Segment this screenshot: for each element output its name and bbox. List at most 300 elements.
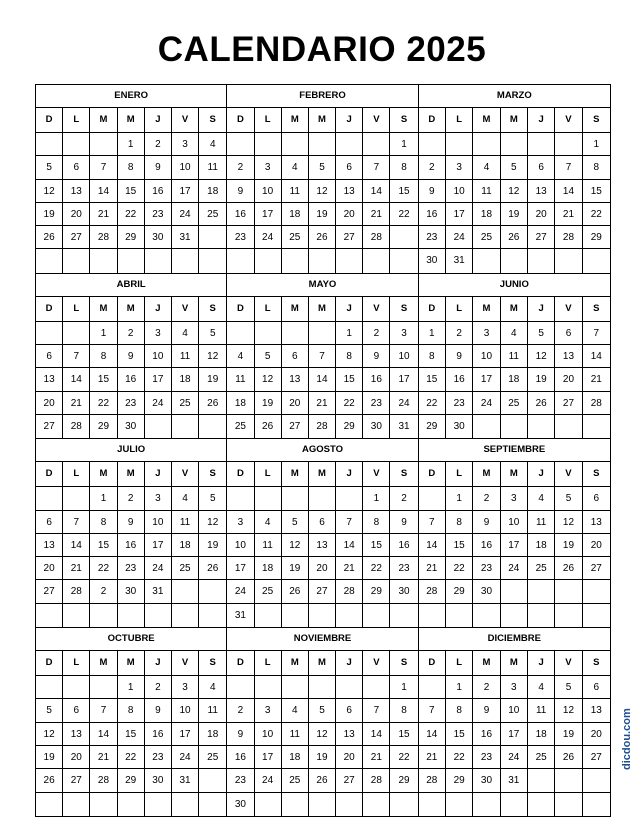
day-cell	[199, 580, 226, 603]
weekday-label: J	[336, 462, 363, 486]
day-cell: 22	[118, 746, 145, 769]
day-cell: 19	[36, 746, 63, 769]
weekday-label: V	[172, 462, 199, 486]
day-cell	[555, 604, 582, 627]
day-cell: 19	[199, 534, 226, 557]
day-cell: 12	[36, 180, 63, 203]
day-cell: 28	[363, 226, 390, 249]
day-cell: 16	[118, 368, 145, 391]
day-cell: 29	[446, 580, 473, 603]
day-cell	[90, 676, 117, 699]
day-cell: 21	[363, 203, 390, 226]
day-cell: 9	[227, 723, 254, 746]
day-cell: 28	[90, 769, 117, 792]
day-cell: 25	[473, 226, 500, 249]
day-cell	[199, 793, 226, 816]
month-abril	[36, 274, 227, 439]
day-cell: 2	[419, 156, 446, 179]
day-cell: 18	[473, 203, 500, 226]
day-cell: 15	[90, 534, 117, 557]
day-cell	[63, 133, 90, 156]
day-cell	[501, 580, 528, 603]
weekday-label: M	[282, 108, 309, 132]
day-cell: 16	[390, 534, 417, 557]
page-title: CALENDARIO 2025	[157, 30, 487, 69]
day-cell	[555, 769, 582, 792]
day-cell: 28	[63, 580, 90, 603]
day-cell: 5	[199, 487, 226, 510]
day-cell: 22	[446, 557, 473, 580]
weekday-label: M	[309, 651, 336, 675]
day-cell: 7	[336, 511, 363, 534]
day-cell: 17	[227, 557, 254, 580]
weekday-label: L	[63, 108, 90, 132]
day-cell: 6	[36, 345, 63, 368]
day-cell: 16	[118, 534, 145, 557]
day-cell: 22	[390, 746, 417, 769]
day-cell: 30	[473, 769, 500, 792]
day-cell: 24	[501, 746, 528, 769]
day-cell: 9	[145, 699, 172, 722]
day-cell: 19	[199, 368, 226, 391]
day-cell	[419, 487, 446, 510]
day-cell	[227, 322, 254, 345]
day-cell: 23	[473, 557, 500, 580]
day-cell: 14	[363, 723, 390, 746]
day-cell	[336, 133, 363, 156]
day-cell: 22	[118, 203, 145, 226]
day-cell: 13	[336, 180, 363, 203]
day-cell	[227, 487, 254, 510]
day-cell	[227, 133, 254, 156]
weekday-header	[36, 297, 226, 322]
day-cell	[363, 604, 390, 627]
day-cell	[473, 249, 500, 272]
day-cell: 24	[145, 557, 172, 580]
day-cell: 28	[419, 769, 446, 792]
day-cell: 16	[419, 203, 446, 226]
day-cell: 11	[172, 345, 199, 368]
day-cell: 22	[336, 392, 363, 415]
day-cell: 12	[199, 345, 226, 368]
day-cell: 8	[583, 156, 610, 179]
day-cell: 7	[90, 156, 117, 179]
day-cell: 29	[118, 226, 145, 249]
day-cell: 27	[309, 580, 336, 603]
day-cell	[583, 415, 610, 438]
weekday-header	[419, 108, 610, 133]
weekday-label: S	[209, 468, 216, 480]
weekday-label: L	[446, 108, 473, 132]
day-cell: 1	[118, 676, 145, 699]
day-cell: 27	[555, 392, 582, 415]
day-cell	[118, 249, 145, 272]
day-cell: 12	[309, 180, 336, 203]
weekday-label: M	[118, 108, 145, 132]
day-cell: 3	[501, 676, 528, 699]
day-cell: 1	[363, 487, 390, 510]
month-name: ENERO	[36, 85, 226, 108]
day-cell: 8	[90, 345, 117, 368]
day-cell: 12	[501, 180, 528, 203]
day-cell: 6	[36, 511, 63, 534]
day-cell: 26	[199, 392, 226, 415]
day-cell: 17	[145, 534, 172, 557]
day-cell: 3	[145, 487, 172, 510]
day-cell: 21	[336, 557, 363, 580]
day-cell: 9	[118, 345, 145, 368]
day-cell: 29	[583, 226, 610, 249]
weekday-header	[227, 462, 417, 487]
month-diciembre	[419, 628, 610, 816]
day-cell	[473, 415, 500, 438]
day-cell: 6	[336, 156, 363, 179]
day-cell: 11	[473, 180, 500, 203]
day-cell: 16	[363, 368, 390, 391]
day-cell: 17	[390, 368, 417, 391]
day-cell	[336, 676, 363, 699]
day-cell: 31	[172, 769, 199, 792]
weekday-header	[36, 108, 226, 133]
weekday-label: M	[90, 651, 117, 675]
weekday-header	[227, 651, 417, 676]
day-cell	[501, 249, 528, 272]
day-cell: 1	[583, 133, 610, 156]
day-cell: 12	[309, 723, 336, 746]
day-cell: 13	[583, 699, 610, 722]
day-cell	[145, 249, 172, 272]
day-cell: 22	[363, 557, 390, 580]
day-cell	[555, 580, 582, 603]
day-cell: 7	[583, 322, 610, 345]
day-cell: 14	[63, 534, 90, 557]
day-cell: 23	[145, 746, 172, 769]
day-cell: 25	[255, 580, 282, 603]
day-cell	[390, 226, 417, 249]
month-octubre	[36, 628, 227, 816]
weekday-label: L	[255, 108, 282, 132]
day-cell: 18	[528, 534, 555, 557]
day-cell: 4	[282, 699, 309, 722]
day-cell: 26	[309, 226, 336, 249]
day-cell	[199, 415, 226, 438]
day-cell: 31	[145, 580, 172, 603]
day-cell: 31	[398, 420, 410, 432]
month-agosto	[227, 439, 418, 628]
weekday-label: S	[400, 657, 408, 669]
month-name: JUNIO	[419, 274, 610, 297]
day-cell: 2	[145, 676, 172, 699]
day-cell	[36, 322, 63, 345]
day-cell	[145, 604, 172, 627]
day-cell: 3	[255, 699, 282, 722]
day-cell: 27	[336, 769, 363, 792]
weekday-label: D	[36, 297, 63, 321]
day-cell: 21	[309, 392, 336, 415]
day-cell	[473, 793, 500, 816]
day-cell: 11	[199, 156, 226, 179]
day-cell	[172, 249, 199, 272]
day-cell: 9	[419, 180, 446, 203]
day-cell	[309, 322, 336, 345]
day-cell: 7	[363, 699, 390, 722]
day-cell: 27	[583, 557, 610, 580]
weekday-label: M	[90, 297, 117, 321]
day-cell: 27	[336, 226, 363, 249]
day-cell: 10	[446, 180, 473, 203]
day-cell	[473, 133, 500, 156]
month-name: JULIO	[36, 439, 226, 462]
month-name: SEPTIEMBRE	[419, 439, 610, 462]
day-cell: 24	[172, 203, 199, 226]
day-cell: 20	[36, 557, 63, 580]
day-cell: 16	[227, 746, 254, 769]
day-cell	[583, 769, 610, 792]
day-cell	[172, 793, 199, 816]
weekday-label: D	[227, 297, 254, 321]
day-cell: 29	[336, 415, 363, 438]
day-cell: 28	[363, 769, 390, 792]
day-cell	[473, 604, 500, 627]
weekday-label: D	[419, 651, 446, 675]
weekday-label: S	[209, 657, 216, 669]
day-cell: 10	[501, 699, 528, 722]
day-cell: 26	[255, 415, 282, 438]
day-cell: 27	[583, 746, 610, 769]
day-cell: 27	[528, 226, 555, 249]
day-cell: 10	[501, 511, 528, 534]
day-cell	[282, 793, 309, 816]
weekday-label: D	[419, 297, 446, 321]
day-cell	[282, 322, 309, 345]
day-cell: 24	[501, 557, 528, 580]
day-cell: 26	[36, 769, 63, 792]
day-cells	[227, 487, 417, 627]
day-cell: 20	[282, 392, 309, 415]
day-cell: 12	[555, 511, 582, 534]
day-cell: 23	[473, 746, 500, 769]
day-cell	[446, 604, 473, 627]
day-cell: 14	[90, 180, 117, 203]
day-cell	[63, 793, 90, 816]
day-cell: 24	[227, 580, 254, 603]
day-cell	[282, 249, 309, 272]
day-cell: 18	[501, 368, 528, 391]
day-cell: 9	[363, 345, 390, 368]
day-cell: 6	[336, 699, 363, 722]
day-cell	[199, 604, 226, 627]
day-cell: 11	[172, 511, 199, 534]
day-cell: 27	[36, 580, 63, 603]
weekday-label: M	[309, 462, 336, 486]
day-cell: 4	[199, 676, 226, 699]
day-cell: 1	[390, 676, 417, 699]
day-cell: 31	[172, 226, 199, 249]
day-cell: 11	[255, 534, 282, 557]
day-cells	[419, 322, 610, 438]
day-cell: 19	[36, 203, 63, 226]
day-cell: 8	[390, 699, 417, 722]
day-cell	[309, 676, 336, 699]
day-cell: 1	[446, 487, 473, 510]
day-cell: 21	[583, 368, 610, 391]
day-cell: 25	[172, 392, 199, 415]
day-cell: 30	[145, 226, 172, 249]
day-cell: 12	[255, 368, 282, 391]
month-mayo	[227, 274, 418, 439]
weekday-label: S	[400, 114, 408, 125]
day-cell: 16	[145, 180, 172, 203]
day-cell: 9	[118, 511, 145, 534]
day-cell: 8	[336, 345, 363, 368]
day-cell: 4	[501, 322, 528, 345]
day-cell	[36, 604, 63, 627]
weekday-label: V	[555, 462, 582, 486]
month-name: DICIEMBRE	[419, 628, 610, 651]
day-cell	[583, 580, 610, 603]
day-cell: 19	[555, 723, 582, 746]
day-cell: 10	[172, 699, 199, 722]
day-cell	[145, 415, 172, 438]
day-cell: 4	[528, 487, 555, 510]
day-cell: 4	[172, 487, 199, 510]
weekday-header	[36, 462, 226, 487]
day-cell	[36, 676, 63, 699]
day-cell	[199, 249, 226, 272]
day-cell: 7	[555, 156, 582, 179]
day-cell	[63, 249, 90, 272]
month-julio	[36, 439, 227, 628]
day-cell: 28	[309, 415, 336, 438]
day-cell: 7	[419, 699, 446, 722]
day-cell: 14	[555, 180, 582, 203]
day-cell	[255, 249, 282, 272]
weekday-label: M	[282, 297, 309, 321]
day-cell: 6	[282, 345, 309, 368]
day-cell: 10	[473, 345, 500, 368]
day-cell: 13	[583, 511, 610, 534]
day-cell: 28	[555, 226, 582, 249]
day-cell: 16	[227, 203, 254, 226]
day-cell: 28	[90, 226, 117, 249]
day-cell: 21	[419, 746, 446, 769]
day-cell: 30	[390, 580, 417, 603]
day-cell: 23	[419, 226, 446, 249]
day-cell: 15	[446, 534, 473, 557]
day-cell: 4	[172, 322, 199, 345]
day-cell	[390, 604, 417, 627]
weekday-label: L	[255, 462, 282, 486]
day-cell: 5	[199, 322, 226, 345]
weekday-label: J	[528, 462, 555, 486]
day-cell: 26	[555, 557, 582, 580]
day-cell	[528, 249, 555, 272]
weekday-header	[227, 297, 417, 322]
day-cell: 27	[63, 226, 90, 249]
day-cell: 5	[555, 487, 582, 510]
day-cell: 2	[390, 487, 417, 510]
month-febrero	[227, 85, 418, 274]
day-cell: 15	[118, 723, 145, 746]
day-cell: 22	[90, 392, 117, 415]
day-cell	[63, 604, 90, 627]
weekday-label: V	[555, 108, 582, 132]
day-cell: 21	[63, 392, 90, 415]
day-cell: 18	[282, 203, 309, 226]
day-cell: 25	[501, 392, 528, 415]
weekday-label: L	[446, 297, 473, 321]
day-cell	[555, 249, 582, 272]
day-cell	[199, 769, 226, 792]
day-cell: 18	[172, 534, 199, 557]
day-cell: 5	[501, 156, 528, 179]
day-cell: 16	[446, 368, 473, 391]
day-cell	[390, 249, 417, 272]
day-cell: 8	[118, 156, 145, 179]
day-cell: 25	[199, 746, 226, 769]
day-cell	[336, 793, 363, 816]
day-cell: 5	[528, 322, 555, 345]
day-cell	[555, 133, 582, 156]
month-marzo	[419, 85, 610, 274]
day-cell	[309, 249, 336, 272]
day-cell	[390, 793, 417, 816]
day-cell: 11	[528, 511, 555, 534]
day-cell: 21	[90, 746, 117, 769]
day-cell	[501, 133, 528, 156]
day-cell: 23	[446, 392, 473, 415]
day-cell: 3	[501, 487, 528, 510]
weekday-label: M	[118, 297, 145, 321]
weekday-header	[36, 651, 226, 676]
weekday-label: M	[282, 651, 309, 675]
day-cell: 12	[555, 699, 582, 722]
day-cell: 12	[528, 345, 555, 368]
day-cell: 9	[446, 345, 473, 368]
day-cell: 4	[282, 156, 309, 179]
day-cell: 22	[390, 203, 417, 226]
weekday-label: S	[400, 302, 408, 314]
day-cell: 30	[145, 769, 172, 792]
day-cell	[255, 487, 282, 510]
day-cell	[363, 676, 390, 699]
day-cell: 24	[172, 746, 199, 769]
day-cell: 8	[446, 699, 473, 722]
day-cell: 19	[309, 203, 336, 226]
day-cell: 22	[446, 746, 473, 769]
day-cell: 20	[63, 746, 90, 769]
weekday-label: J	[145, 297, 172, 321]
day-cell: 17	[172, 180, 199, 203]
weekday-label: S	[209, 302, 216, 314]
weekday-label: L	[446, 462, 473, 486]
day-cell: 27	[282, 415, 309, 438]
day-cell: 23	[227, 226, 254, 249]
day-cell: 3	[446, 156, 473, 179]
weekday-label: M	[309, 297, 336, 321]
day-cell	[172, 604, 199, 627]
weekday-label: D	[36, 651, 63, 675]
day-cell: 19	[255, 392, 282, 415]
day-cell: 24	[255, 769, 282, 792]
weekday-label: V	[363, 651, 390, 675]
day-cell	[90, 249, 117, 272]
weekday-label: J	[145, 651, 172, 675]
day-cell: 29	[118, 769, 145, 792]
weekday-label: V	[363, 108, 390, 132]
day-cell: 8	[446, 511, 473, 534]
day-cell: 15	[336, 368, 363, 391]
